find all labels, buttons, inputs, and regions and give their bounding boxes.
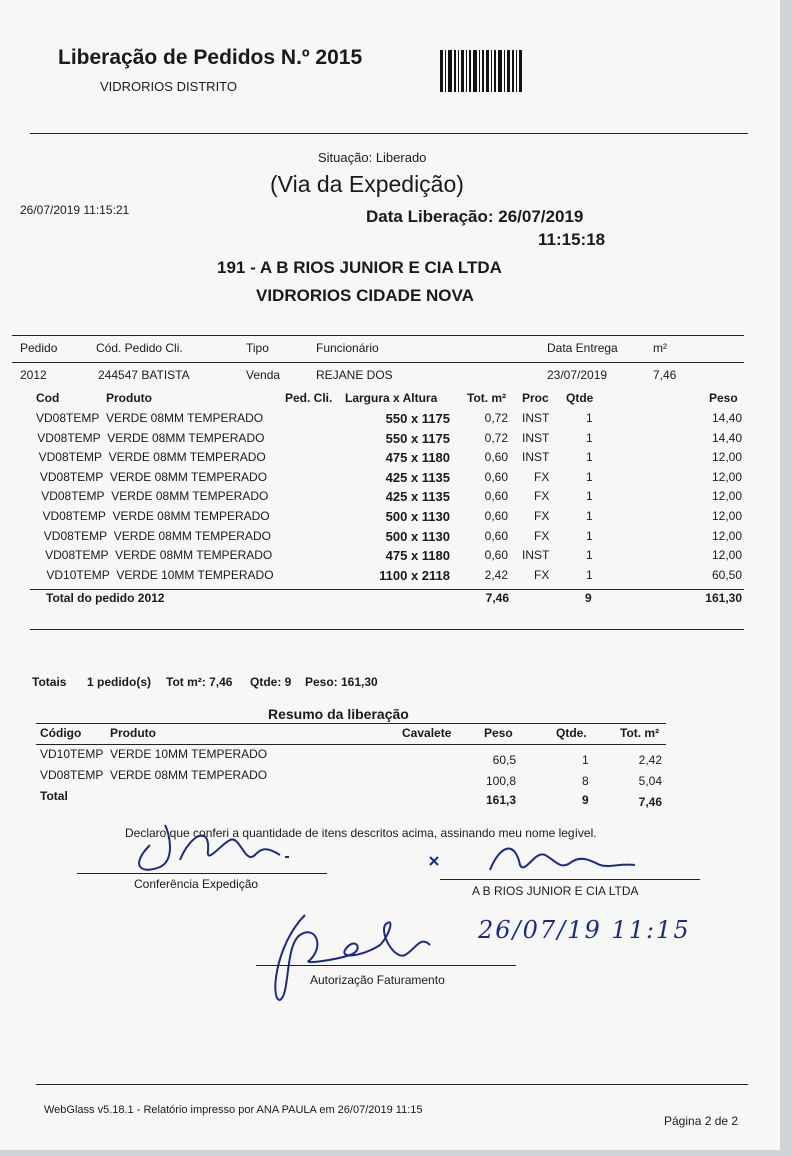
resumo-total-m2: 7,46 bbox=[638, 795, 662, 809]
item-peso: 60,50 bbox=[711, 567, 742, 582]
barcode-icon bbox=[440, 50, 540, 92]
item-m2: 0,60 bbox=[484, 548, 508, 563]
pedido-total-peso: 161,30 bbox=[705, 591, 742, 605]
signature-autorizacao bbox=[255, 905, 455, 1005]
company-name: VIDRORIOS DISTRITO bbox=[100, 79, 237, 94]
item-produto: VERDE 08MM TEMPERADO bbox=[106, 411, 264, 425]
item-row bbox=[0, 509, 780, 529]
cliente-loja: VIDRORIOS CIDADE NOVA bbox=[256, 286, 474, 305]
label-m2: m² bbox=[653, 341, 667, 355]
resumo-qtde: 1 bbox=[582, 753, 589, 767]
resumo-col-peso: Peso bbox=[484, 726, 513, 740]
item-qtde: 1 bbox=[586, 548, 593, 563]
resumo-col-codigo: Código bbox=[40, 726, 82, 740]
item-proc: INST bbox=[522, 548, 550, 563]
item-m2: 0,60 bbox=[484, 469, 508, 484]
label-cod-pedido-cli: Cód. Pedido Cli. bbox=[96, 341, 183, 355]
item-m2: 0,60 bbox=[484, 509, 508, 523]
item-produto: VERDE 08MM TEMPERADO bbox=[112, 509, 270, 523]
totais-row bbox=[0, 675, 780, 695]
item-qtde: 1 bbox=[586, 411, 593, 425]
item-cod: VD08TEMP bbox=[43, 528, 108, 543]
item-qtde: 1 bbox=[586, 450, 593, 465]
hora-liberacao: 11:15:18 bbox=[538, 230, 606, 249]
item-dimensions: 425 x 1135 bbox=[385, 469, 450, 485]
item-row bbox=[0, 548, 780, 568]
conferencia-label: Conferência Expedição bbox=[134, 877, 259, 891]
item-dimensions: 550 x 1175 bbox=[385, 430, 450, 446]
value-cod-pedido-cli: 244547 BATISTA bbox=[98, 368, 190, 382]
item-proc: FX bbox=[534, 567, 550, 582]
item-m2: 0,72 bbox=[484, 411, 508, 425]
totais-pedidos: 1 pedido(s) bbox=[87, 675, 152, 689]
resumo-codigo: VD08TEMP bbox=[40, 768, 104, 782]
item-proc: INST bbox=[522, 411, 550, 425]
resumo-total-label: Total bbox=[40, 789, 68, 803]
item-peso: 12,00 bbox=[711, 450, 742, 465]
col-qtde: Qtde bbox=[566, 391, 594, 405]
signature-line bbox=[77, 873, 327, 874]
via-label: (Via da Expedição) bbox=[270, 171, 464, 197]
resumo-m2: 5,04 bbox=[638, 774, 662, 788]
item-row bbox=[0, 529, 780, 549]
item-row bbox=[0, 568, 780, 588]
item-m2: 2,42 bbox=[484, 567, 508, 582]
pedido-header-values bbox=[0, 368, 780, 388]
divider bbox=[36, 723, 666, 724]
resumo-produto: VERDE 08MM TEMPERADO bbox=[110, 768, 268, 782]
item-peso: 12,00 bbox=[711, 528, 742, 543]
signature-line bbox=[440, 879, 700, 880]
item-dimensions: 475 x 1180 bbox=[385, 548, 450, 564]
resumo-title: Resumo da liberação bbox=[268, 706, 409, 722]
item-dimensions: 1100 x 2118 bbox=[379, 567, 450, 583]
resumo-total-qtde: 9 bbox=[582, 793, 589, 807]
label-funcionario: Funcionário bbox=[316, 341, 379, 355]
value-tipo: Venda bbox=[246, 368, 281, 382]
item-row bbox=[0, 431, 780, 451]
resumo-produto: VERDE 10MM TEMPERADO bbox=[110, 747, 268, 761]
cliente-name: 191 - A B RIOS JUNIOR E CIA LTDA bbox=[217, 258, 502, 277]
item-m2: 0,72 bbox=[484, 430, 508, 445]
col-cod: Cod bbox=[36, 391, 60, 405]
item-dimensions: 550 x 1175 bbox=[385, 411, 450, 426]
item-peso: 12,00 bbox=[711, 548, 742, 563]
resumo-row bbox=[0, 747, 780, 767]
item-proc: FX bbox=[534, 489, 550, 504]
totais-m2: Tot m²: 7,46 bbox=[166, 675, 233, 689]
signature-conferencia bbox=[120, 805, 320, 880]
document-title: Liberação de Pedidos N.º 2015 bbox=[58, 46, 363, 69]
item-qtde: 1 bbox=[586, 567, 593, 582]
item-row bbox=[0, 411, 780, 431]
pedido-header-labels bbox=[0, 341, 780, 361]
resumo-col-produto: Produto bbox=[110, 726, 156, 740]
item-produto: VERDE 08MM TEMPERADO bbox=[113, 528, 271, 543]
item-proc: INST bbox=[522, 430, 550, 445]
autorizacao-label: Autorização Faturamento bbox=[310, 973, 445, 987]
resumo-total-peso: 161,3 bbox=[485, 793, 516, 807]
item-cod: VD08TEMP bbox=[37, 430, 101, 445]
item-proc: FX bbox=[534, 528, 550, 543]
item-proc: FX bbox=[534, 509, 550, 523]
label-tipo: Tipo bbox=[246, 341, 269, 355]
resumo-col-tot-m2: Tot. m² bbox=[620, 726, 660, 740]
item-row bbox=[0, 470, 780, 490]
item-peso: 12,00 bbox=[711, 469, 742, 484]
item-dimensions: 500 x 1130 bbox=[385, 528, 450, 544]
divider bbox=[30, 589, 744, 590]
item-qtde: 1 bbox=[586, 528, 593, 543]
divider bbox=[12, 335, 744, 336]
item-produto: VERDE 08MM TEMPERADO bbox=[107, 430, 265, 445]
item-cod: VD08TEMP bbox=[41, 489, 105, 504]
item-peso: 12,00 bbox=[711, 509, 742, 523]
value-data-entrega: 23/07/2019 bbox=[547, 368, 608, 382]
data-liberacao: Data Liberação: 26/07/2019 bbox=[366, 207, 584, 226]
col-peso: Peso bbox=[709, 391, 738, 405]
item-cod: VD08TEMP bbox=[38, 450, 102, 465]
label-pedido: Pedido bbox=[20, 341, 58, 355]
resumo-col-qtde: Qtde. bbox=[556, 726, 587, 740]
items-header bbox=[0, 391, 780, 411]
divider bbox=[12, 362, 744, 363]
divider bbox=[30, 133, 748, 134]
pedido-total-qtde: 9 bbox=[585, 591, 592, 605]
footer-page: Página 2 de 2 bbox=[664, 1114, 739, 1128]
value-funcionario: REJANE DOS bbox=[316, 368, 393, 382]
cliente-signature-label: A B RIOS JUNIOR E CIA LTDA bbox=[472, 884, 639, 898]
pedido-total-m2: 7,46 bbox=[485, 591, 509, 605]
item-produto: VERDE 08MM TEMPERADO bbox=[109, 469, 268, 484]
totais-peso: Peso: 161,30 bbox=[305, 675, 378, 689]
item-row bbox=[0, 489, 780, 509]
item-qtde: 1 bbox=[586, 430, 593, 445]
pedido-total-label: Total do pedido 2012 bbox=[46, 591, 165, 605]
resumo-header bbox=[0, 726, 780, 746]
item-produto: VERDE 08MM TEMPERADO bbox=[108, 450, 266, 465]
col-largura-altura: Largura x Altura bbox=[345, 391, 438, 405]
item-proc: FX bbox=[534, 469, 550, 484]
item-dimensions: 425 x 1135 bbox=[385, 489, 450, 505]
item-cod: VD10TEMP bbox=[46, 567, 110, 582]
value-m2: 7,46 bbox=[653, 368, 677, 382]
item-qtde: 1 bbox=[586, 469, 593, 484]
pedido-total-row bbox=[0, 591, 780, 611]
col-tot-m2: Tot. m² bbox=[467, 391, 507, 405]
handwritten-date: 26/07/19 11:15 bbox=[478, 916, 691, 944]
resumo-m2: 2,42 bbox=[638, 753, 662, 767]
item-produto: VERDE 10MM TEMPERADO bbox=[116, 567, 274, 582]
resumo-peso: 60,5 bbox=[492, 753, 516, 767]
item-cod: VD08TEMP bbox=[39, 469, 104, 484]
totais-label: Totais bbox=[32, 675, 67, 689]
divider bbox=[36, 1084, 748, 1085]
col-produto: Produto bbox=[106, 391, 152, 405]
item-row bbox=[0, 450, 780, 470]
divider bbox=[36, 744, 666, 745]
item-dimensions: 500 x 1130 bbox=[385, 509, 450, 524]
item-qtde: 1 bbox=[586, 509, 593, 523]
footer-software: WebGlass v5.18.1 - Relatório impresso por ANA PAULA em 26/07/2019 11:15 bbox=[44, 1104, 423, 1116]
item-m2: 0,60 bbox=[484, 528, 508, 543]
item-m2: 0,60 bbox=[484, 489, 508, 504]
item-m2: 0,60 bbox=[484, 450, 508, 465]
resumo-codigo: VD10TEMP bbox=[40, 747, 104, 761]
declaracao-text: Declaro que conferi a quantidade de itens descritos acima, assinando meu nome legível. bbox=[125, 826, 597, 840]
item-cod: VD08TEMP bbox=[42, 509, 106, 523]
resumo-row bbox=[0, 768, 780, 788]
item-dimensions: 475 x 1180 bbox=[385, 450, 450, 466]
item-proc: INST bbox=[522, 450, 550, 465]
item-peso: 12,00 bbox=[711, 489, 742, 504]
item-peso: 14,40 bbox=[711, 430, 742, 445]
resumo-peso: 100,8 bbox=[485, 774, 516, 788]
item-qtde: 1 bbox=[586, 489, 593, 504]
item-produto: VERDE 08MM TEMPERADO bbox=[111, 489, 269, 504]
item-cod: VD08TEMP bbox=[45, 548, 109, 563]
resumo-col-cavalete: Cavalete bbox=[402, 726, 452, 740]
signature-line bbox=[256, 965, 516, 966]
totais-qtde: Qtde: 9 bbox=[250, 675, 292, 689]
item-produto: VERDE 08MM TEMPERADO bbox=[115, 548, 273, 563]
value-pedido: 2012 bbox=[20, 368, 47, 382]
resumo-total-row bbox=[0, 789, 780, 809]
signature-cliente bbox=[420, 835, 660, 880]
col-ped-cli: Ped. Cli. bbox=[285, 391, 333, 405]
divider bbox=[30, 629, 744, 630]
item-cod: VD08TEMP bbox=[36, 411, 100, 425]
col-proc: Proc bbox=[522, 391, 549, 405]
label-data-entrega: Data Entrega bbox=[547, 341, 618, 355]
item-peso: 14,40 bbox=[711, 411, 742, 425]
printed-at: 26/07/2019 11:15:21 bbox=[20, 203, 130, 217]
situacao: Situação: Liberado bbox=[318, 150, 427, 165]
resumo-qtde: 8 bbox=[582, 774, 589, 788]
